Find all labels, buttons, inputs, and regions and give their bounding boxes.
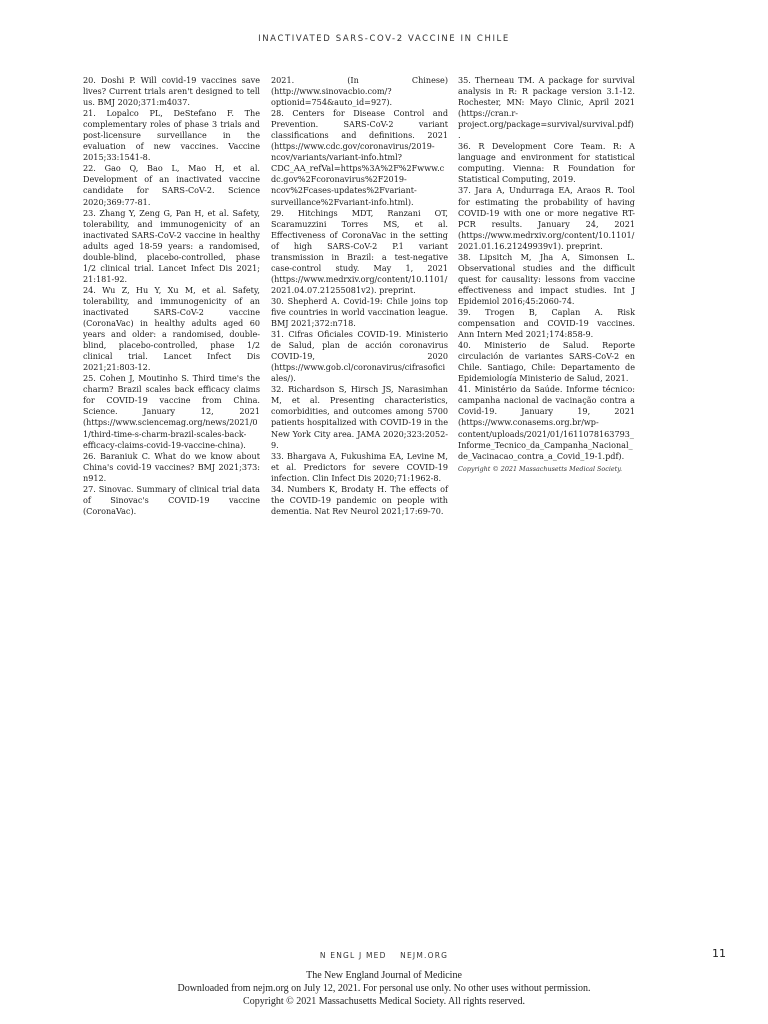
reference-column-3 [458,75,635,481]
reference-item: 38. Lipsitch M, Jha A, Simonsen L. Observational studies and the difficult quest for causality: lessons from vaccine effectiveness and impact studies. Int J Epidemiol 2016;45:2060-74. [458,251,635,306]
reference-item: 20. Doshi P. Will covid-19 vaccines save lives? Current trials aren't designed to tell us. BMJ 2020;371:m4037. [83,75,260,108]
reference-item: 31. Cifras Oficiales COVID-19. Ministerio de Salud, plan de acción coronavirus COVID-19, 2020 (https://www.gob.cl/coronavirus/cifrasoficiales/). [271,329,448,384]
reference-item: 28. Centers for Disease Control and Prevention. SARS-CoV-2 variant classifications and definitions. 2021 (https://www.cdc.gov/coronavirus/2019-ncov/variants/variant-info.html?CDC_AA_refVal=https%3A%2F%2Fwww.cdc.gov%2Fcoronavirus%2F2019-ncov%2Fcases-updates%2Fvariant-surveillance%2Fvariant-info.html). [271,108,448,207]
reference-item: 36. R Development Core Team. R: A language and environment for statistical computing. Vienna: R Foundation for Statistical Computing, 2019. [458,141,635,185]
reference-item: 35. Therneau TM. A package for survival analysis in R: R package version 3.1-12. Rochester, MN: Mayo Clinic, April 2021 (https://cran.r-project.org/package=survival/survival.pdf). [458,75,635,141]
reference-item: 33. Bhargava A, Fukushima EA, Levine M, et al. Predictors for severe COVID-19 infection. Clin Infect Dis 2020;71:1962-8. [271,450,448,483]
copyright-line: Copyright © 2021 Massachusetts Medical Society. All rights reserved. [243,996,525,1007]
reference-item: 29. Hitchings MDT, Ranzani OT, Scaramuzzini Torres MS, et al. Effectiveness of CoronaVac in the setting of high SARS-CoV-2 P.1 variant transmission in Brazil: a test-negative case-control study. May 1, 2021 (https://www.medrxiv.org/content/10.1101/2021.04.07.21255081v2). preprint. [271,207,448,295]
reference-item: 30. Shepherd A. Covid-19: Chile joins top five countries in world vaccination league. BMJ 2021;372:n718. [271,295,448,329]
journal-abbrev: N ENGL J MED [319,951,387,960]
copyright-note: Copyright © 2021 Massachusetts Medical Society. [458,464,623,473]
reference-item: 41. Ministério da Saúde. Informe técnico: campanha nacional de vacinação contra a Covid-19. January 19, 2021 (https://www.conasems.org.br/wp-content/uploads/2021/01/1611078163793_Informe_Tecnico_da_Campanha_Nacional_de_Vacinacao_contra_a_Covid_19-1.pdf). [458,384,635,461]
reference-item: 2021. (In Chinese) (http://www.sinovacbio.com/?optionid=754&auto_id=927). [271,75,448,108]
reference-item: 22. Gao Q, Bao L, Mao H, et al. Development of an inactivated vaccine candidate for SARS-CoV-2. Science 2020;369:77-81. [83,163,260,207]
journal-name: The New England Journal of Medicine [306,970,462,981]
reference-item: 23. Zhang Y, Zeng G, Pan H, et al. Safety, tolerability, and immunogenicity of an inactivated SARS-CoV-2 vaccine in healthy adults aged 18-59 years: a randomised, double-blind, placebo-controlled, phase 1/2 clinical trial. Lancet Infect Dis 2021; 21:181-92. [83,207,260,284]
reference-column-2 [271,75,448,517]
download-note: Downloaded from nejm.org on July 12, 2021. For personal use only. No other uses without permission. [177,983,591,994]
reference-item: 21. Lopalco PL, DeStefano F. The complementary roles of phase 3 trials and post-licensure surveillance in the evaluation of new vaccines. Vaccine 2015;33:1541-8. [83,108,260,163]
reference-item: 37. Jara A, Undurraga EA, Araos R. Tool for estimating the probability of having COVID-19 with one or more negative RT-PCR results. January 24, 2021 (https://www.medrxiv.org/content/10.1101/2021.01.16.21249939v1). preprint. [458,185,635,251]
reference-item: 39. Trogen B, Caplan A. Risk compensation and COVID-19 vaccines. Ann Intern Med 2021;174:858-9. [458,306,635,340]
reference-item: 25. Cohen J, Moutinho S. Third time's the charm? Brazil scales back efficacy claims for COVID-19 vaccine from China. Science. January 12, 2021 (https://www.sciencemag.org/news/2021/01/third-time-s-charm-brazil-scales-back-efficacy-claims-covid-19-vaccine-china). [83,373,260,450]
running-head: INACTIVATED SARS-COV-2 VACCINE IN CHILE [258,34,510,44]
reference-item: 32. Richardson S, Hirsch JS, Narasimhan M, et al. Presenting characteristics, comorbidities, and outcomes among 5700 patients hospitalized with COVID-19 in the New York City area. JAMA 2020;323:2052-9. [271,384,448,450]
reference-item: 40. Ministerio de Salud. Reporte circulación de variantes SARS-CoV-2 en Chile. Santiago, Chile: Departamento de Epidemiología Ministerio de Salud, 2021. [458,340,635,384]
reference-column-1 [83,75,260,517]
page-number: 11 [712,947,726,960]
reference-item: 27. Sinovac. Summary of clinical trial data of Sinovac's COVID-19 vaccine (CoronaVac). [83,483,260,516]
download-notice [0,969,768,1008]
journal-footer [0,951,768,960]
reference-item: 24. Wu Z, Hu Y, Xu M, et al. Safety, tolerability, and immunogenicity of an inactivated SARS-CoV-2 vaccine (CoronaVac) in healthy adults aged 60 years and older: a randomised, double-blind, placebo-controlled, phase 1/2 clinical trial. Lancet Infect Dis 2021;21:803-12. [83,284,260,373]
reference-item: 34. Numbers K, Brodaty H. The effects of the COVID-19 pandemic on people with dementia. Nat Rev Neurol 2021;17:69-70. [271,483,448,516]
journal-site: NEJM.ORG [400,951,449,960]
reference-item: 26. Baraniuk C. What do we know about China's covid-19 vaccines? BMJ 2021;373: n912. [83,450,260,483]
